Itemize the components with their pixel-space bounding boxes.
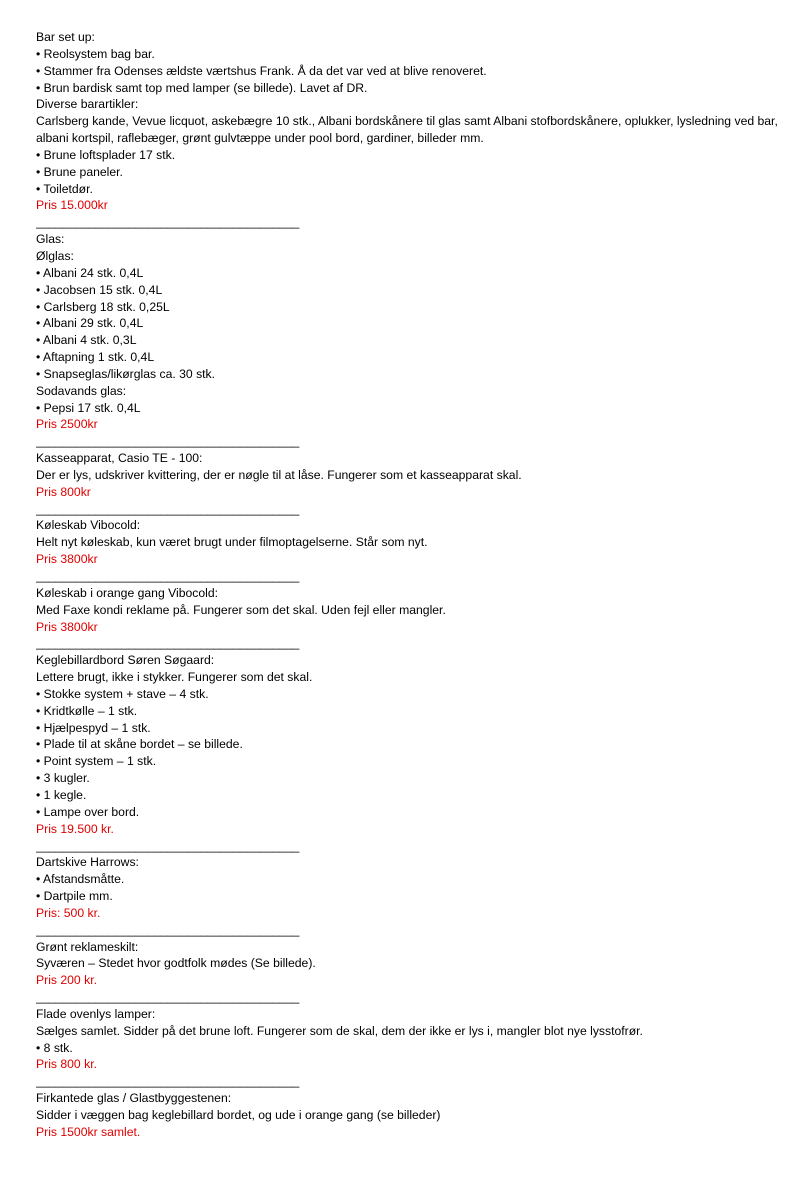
price-line: Pris: 500 kr. (36, 905, 101, 920)
text-line: Der er lys, udskriver kvittering, der er nøgle til at låse. Fungerer som et kasseapparat skal. (36, 467, 522, 482)
price-line: Pris 200 kr. (36, 973, 97, 988)
price-line: Pris 15.000kr (36, 198, 108, 213)
bullet-item: • Albani 24 stk. 0,4L (36, 265, 144, 280)
bullet-item: • Brune loftsplader 17 stk. (36, 147, 176, 162)
section-title: Bar set up: (36, 30, 95, 44)
bullet-item: • Reolsystem bag bar. (36, 46, 155, 61)
section-divider: ________________________________________ (36, 501, 300, 516)
bullet-item: • Jacobsen 15 stk. 0,4L (36, 282, 163, 297)
document-body (36, 29, 792, 1141)
section-divider: ________________________________________ (36, 215, 300, 230)
section-divider: ________________________________________ (36, 434, 300, 449)
section-divider: ________________________________________ (36, 1074, 300, 1089)
text-line: Lettere brugt, ikke i stykker. Fungerer som det skal. (36, 670, 313, 685)
bullet-item: • Lampe over bord. (36, 804, 140, 819)
bullet-item: • Aftapning 1 stk. 0,4L (36, 350, 155, 365)
bullet-item: • Toiletdør. (36, 181, 93, 196)
price-line: Pris 19.500 kr. (36, 821, 114, 836)
bullet-item: • Stammer fra Odenses ældste værtshus Frank. Å da det var ved at blive renoveret. (36, 63, 487, 78)
text-line: Ølglas: (36, 248, 74, 263)
section-title: Dartskive Harrows: (36, 855, 139, 870)
section-title: Glas: (36, 232, 65, 247)
bullet-item: • Hjælpespyd – 1 stk. (36, 720, 151, 735)
text-line: Sodavands glas: (36, 383, 127, 398)
listing-section (36, 450, 792, 501)
text-paragraph: Carlsberg kande, Vevue licquot, askebægre 10 stk., Albani bordskånere til glas samt Albani stofbordskånere, oplukker, lysledning ved bar, albani kortspil, raflebæger, grønt gulvtæppe under pool bord, gardiner, billeder mm. (36, 114, 778, 146)
listing-section (36, 1006, 792, 1073)
bullet-item: • Brun bardisk samt top med lamper (se billede). Lavet af DR. (36, 80, 368, 95)
bullet-item: • Afstandsmåtte. (36, 872, 125, 887)
bullet-item: • Brune paneler. (36, 164, 123, 179)
section-divider: ________________________________________ (36, 922, 300, 937)
bullet-item: • Carlsberg 18 stk. 0,25L (36, 299, 170, 314)
text-line: Diverse barartikler: (36, 97, 139, 112)
bullet-item: • Plade til at skåne bordet – se billede. (36, 737, 243, 752)
text-line: Med Faxe kondi reklame på. Fungerer som det skal. Uden fejl eller mangler. (36, 602, 446, 617)
section-title: Flade ovenlys lamper: (36, 1006, 156, 1021)
listing-section (36, 29, 792, 214)
bullet-item: • 8 stk. (36, 1040, 73, 1055)
listing-section (36, 231, 792, 433)
bullet-item: • Dartpile mm. (36, 889, 113, 904)
section-divider: ________________________________________ (36, 636, 300, 651)
section-title: Keglebillardbord Søren Søgaard: (36, 653, 215, 668)
text-line: Sidder i væggen bag keglebillard bordet, og ude i orange gang (se billeder) (36, 1108, 441, 1122)
text-line: Helt nyt køleskab, kun været brugt under filmoptagelserne. Står som nyt. (36, 535, 428, 550)
section-title: Køleskab i orange gang Vibocold: (36, 585, 219, 600)
section-title: Køleskab Vibocold: (36, 518, 141, 533)
section-title: Grønt reklameskilt: (36, 939, 139, 954)
listing-section (36, 1090, 792, 1141)
section-divider: ________________________________________ (36, 990, 300, 1005)
text-line: Sælges samlet. Sidder på det brune loft. Fungerer som de skal, dem der ikke er lys i, mangler blot nye lysstofrør. (36, 1023, 643, 1038)
section-title: Firkantede glas / Glastbyggestenen: (36, 1091, 232, 1106)
bullet-item: • Point system – 1 stk. (36, 754, 157, 769)
section-divider: ________________________________________ (36, 838, 300, 853)
price-line: Pris 3800kr (36, 552, 98, 567)
listing-section (36, 652, 792, 837)
price-line: Pris 2500kr (36, 417, 98, 432)
section-divider: ________________________________________ (36, 569, 300, 583)
listing-section (36, 585, 792, 636)
bullet-item: • Stokke system + stave – 4 stk. (36, 686, 209, 701)
bullet-item: • Snapseglas/likørglas ca. 30 stk. (36, 366, 216, 381)
listing-section (36, 854, 792, 921)
bullet-item: • 3 kugler. (36, 771, 90, 786)
bullet-item: • 1 kegle. (36, 787, 87, 802)
bullet-item: • Albani 4 stk. 0,3L (36, 333, 137, 348)
price-line: Pris 800kr (36, 484, 91, 499)
price-line: Pris 1500kr samlet. (36, 1124, 141, 1139)
text-line: Syværen – Stedet hvor godtfolk mødes (Se billede). (36, 956, 316, 971)
bullet-item: • Pepsi 17 stk. 0,4L (36, 400, 141, 415)
bullet-item: • Kridtkølle – 1 stk. (36, 703, 138, 718)
listing-section (36, 517, 792, 568)
bullet-item: • Albani 29 stk. 0,4L (36, 316, 144, 331)
price-line: Pris 800 kr. (36, 1057, 97, 1072)
price-line: Pris 3800kr (36, 619, 98, 634)
section-title: Kasseapparat, Casio TE - 100: (36, 451, 203, 466)
listing-section (36, 939, 792, 990)
